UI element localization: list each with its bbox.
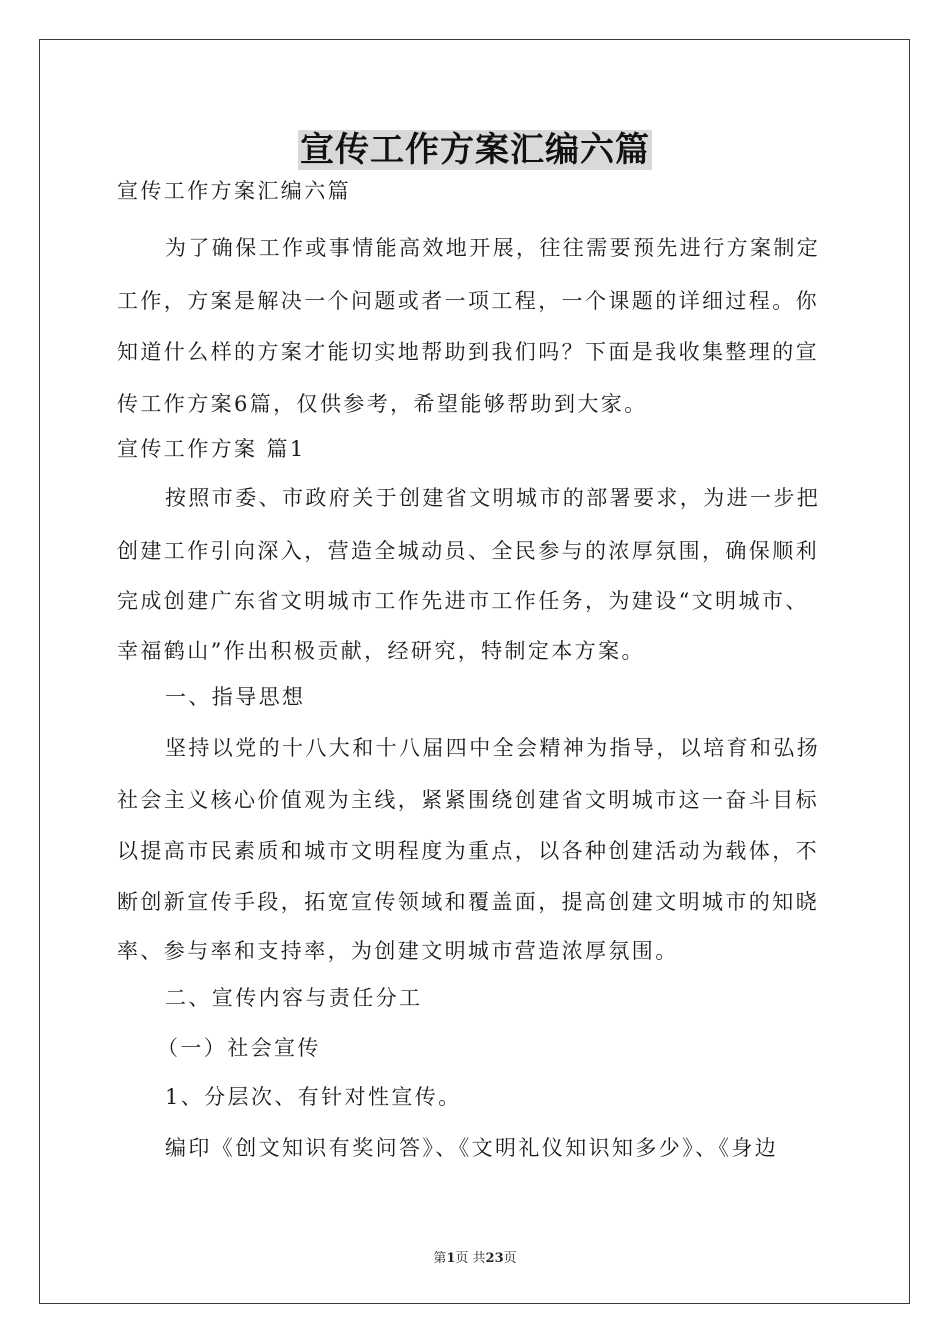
- footer-prefix: 第: [433, 1251, 447, 1266]
- text-line: 传工作方案6篇，仅供参考，希望能够帮助到大家。: [117, 392, 648, 416]
- text-line: 工作，方案是解决一个问题或者一项工程，一个课题的详细过程。你: [117, 289, 819, 313]
- text-line: 为了确保工作或事情能高效地开展，往往需要预先进行方案制定: [165, 236, 821, 260]
- text-line: 二、宣传内容与责任分工: [165, 986, 423, 1010]
- footer-page-number: 1: [446, 1251, 456, 1266]
- text-line: 宣传工作方案 篇1: [117, 437, 306, 461]
- footer-total-pages: 23: [485, 1251, 504, 1266]
- text-line: 1、分层次、有针对性宣传。: [165, 1085, 462, 1109]
- text-line: 按照市委、市政府关于创建省文明城市的部署要求，为进一步把: [165, 486, 821, 510]
- footer-middle: 页 共: [455, 1251, 486, 1266]
- text-line: 创建工作引向深入，营造全城动员、全民参与的浓厚氛围，确保顺利: [117, 539, 819, 563]
- text-line: 率、参与率和支持率，为创建文明城市营造浓厚氛围。: [117, 939, 679, 963]
- text-line: 社会主义核心价值观为主线，紧紧围绕创建省文明城市这一奋斗目标: [117, 788, 819, 812]
- page-footer: [0, 1247, 950, 1266]
- text-line: 断创新宣传手段，拓宽宣传领域和覆盖面，提高创建文明城市的知晓: [117, 890, 819, 914]
- document-title: [0, 128, 950, 172]
- text-line: 宣传工作方案汇编六篇: [117, 179, 351, 203]
- text-line: 坚持以党的十八大和十八届四中全会精神为指导，以培育和弘扬: [165, 736, 821, 760]
- text-line: （一）社会宣传: [157, 1036, 321, 1060]
- document-title-text: 宣传工作方案汇编六篇: [300, 130, 650, 170]
- text-line: 完成创建广东省文明城市工作先进市工作任务，为建设“文明城市、: [117, 589, 809, 613]
- text-line: 一、指导思想: [165, 685, 306, 709]
- text-line: 编印《创文知识有奖问答》、《文明礼仪知识知多少》、《身边: [165, 1136, 779, 1160]
- text-line: 知道什么样的方案才能切实地帮助到我们吗？下面是我收集整理的宣: [117, 340, 819, 364]
- text-line: 幸福鹤山”作出积极贡献，经研究，特制定本方案。: [117, 639, 645, 663]
- page-frame: [39, 39, 910, 1304]
- text-line: 以提高市民素质和城市文明程度为重点，以各种创建活动为载体，不: [117, 839, 819, 863]
- footer-suffix: 页: [503, 1251, 517, 1266]
